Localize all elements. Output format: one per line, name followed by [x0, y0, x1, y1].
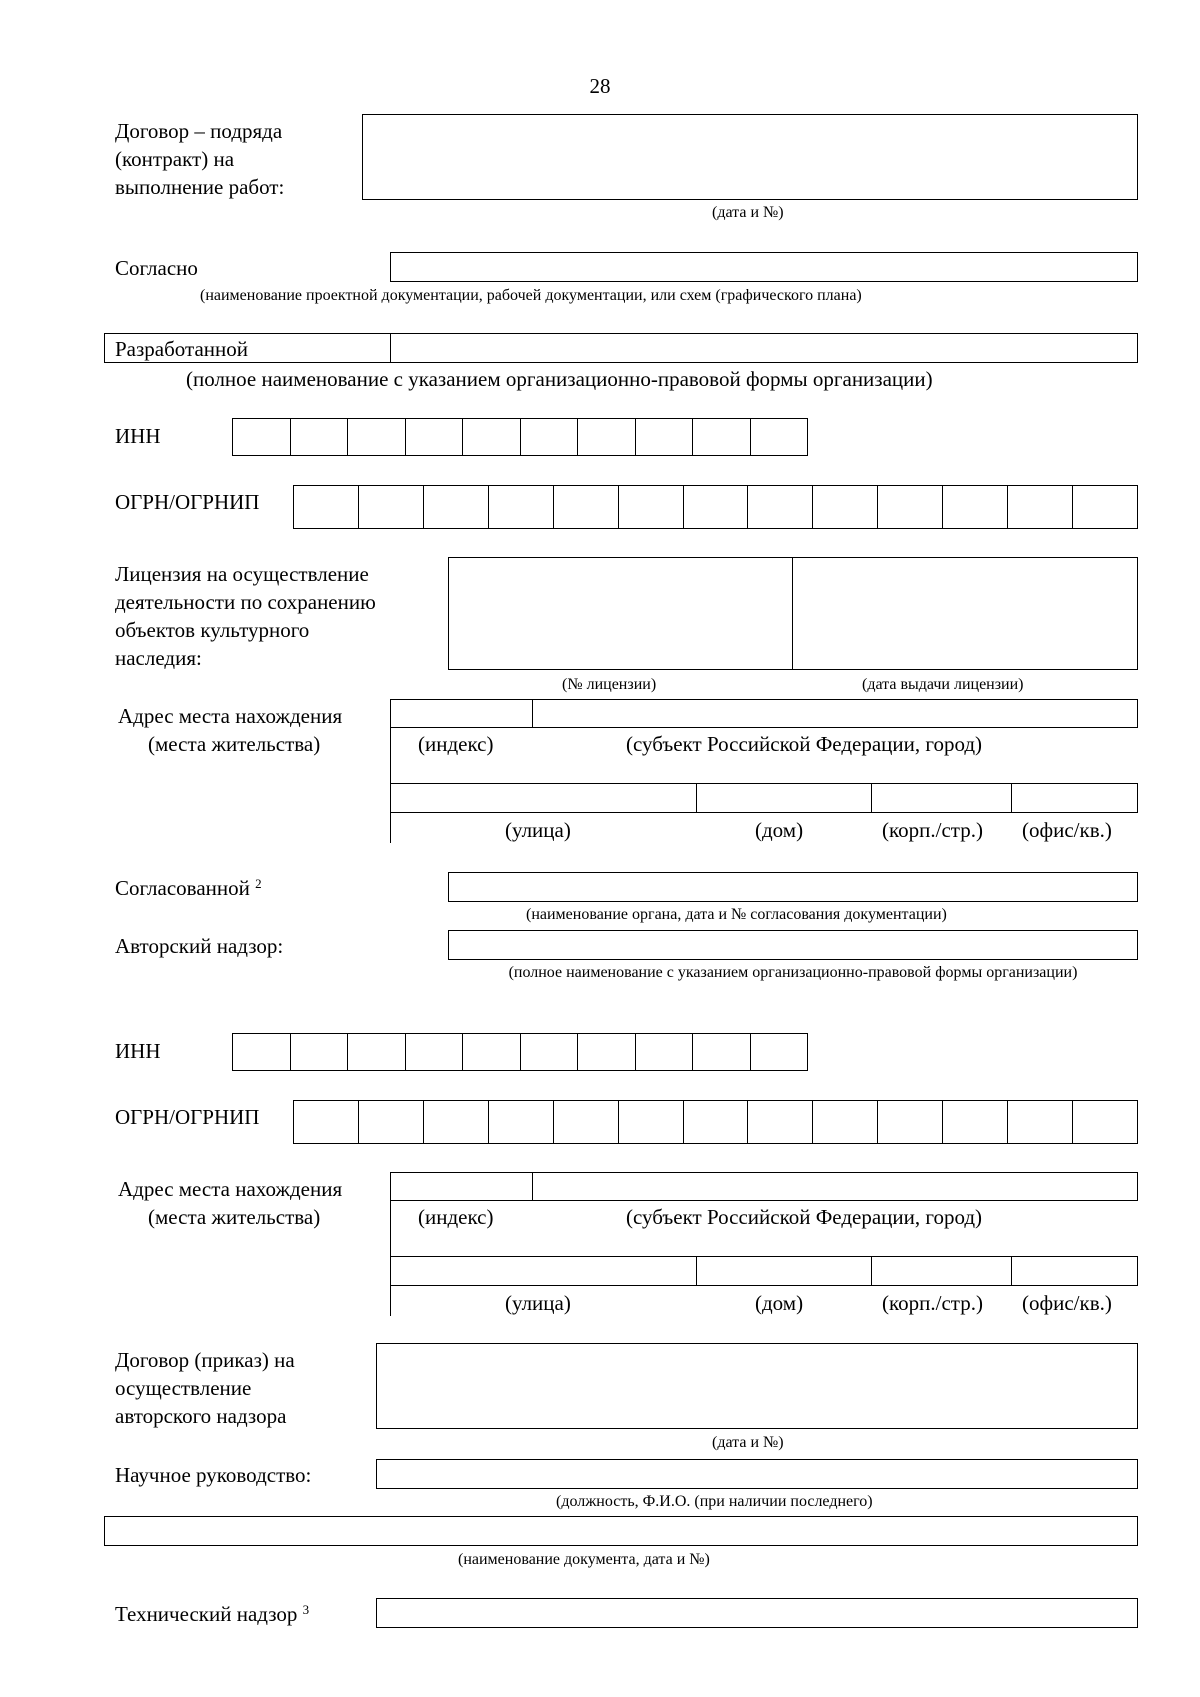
address-2-office-field[interactable] — [1011, 1256, 1138, 1286]
developed-caption: (полное наименование с указанием организационно-правовой формы организации) — [186, 367, 933, 391]
inn-cells[interactable] — [232, 418, 808, 456]
author-supervision-caption: (полное наименование с указанием организационно-правовой формы организации) — [508, 964, 1078, 981]
address-house-field[interactable] — [696, 783, 872, 813]
according-label: Согласно — [115, 256, 198, 280]
address-2-street-caption: (улица) — [505, 1291, 571, 1315]
author-contract-field[interactable] — [376, 1343, 1138, 1429]
ogrn-2-cells[interactable] — [293, 1100, 1138, 1144]
address-2-index-caption: (индекс) — [418, 1205, 494, 1229]
license-date-caption: (дата выдачи лицензии) — [862, 676, 1024, 693]
ogrn-label: ОГРН/ОГРНИП — [115, 490, 260, 514]
agreed-label: Согласованной $^2$ — [115, 876, 262, 900]
address-2-region-caption: (субъект Российской Федерации, город) — [626, 1205, 983, 1229]
address-2-office-caption: (офис/кв.) — [1022, 1291, 1112, 1315]
according-caption: (наименование проектной документации, рабочей документации, или схем (графического плана) — [200, 287, 862, 304]
address-office-caption: (офис/кв.) — [1022, 818, 1112, 842]
scientific-caption: (должность, Ф.И.О. (при наличии последнего) — [556, 1493, 873, 1510]
according-field[interactable] — [390, 252, 1138, 282]
inn-2-cells[interactable] — [232, 1033, 808, 1071]
contract-field[interactable] — [362, 114, 1138, 200]
license-number-field[interactable] — [448, 557, 793, 670]
address-region-caption: (субъект Российской Федерации, город) — [626, 732, 983, 756]
address-2-index-field[interactable] — [390, 1172, 533, 1201]
address-index-field[interactable] — [390, 699, 533, 728]
license-number-caption: (№ лицензии) — [562, 676, 657, 693]
agreed-field[interactable] — [448, 872, 1138, 902]
address-2-house-caption: (дом) — [755, 1291, 804, 1315]
address-2-street-field[interactable] — [390, 1256, 697, 1286]
address-office-field[interactable] — [1011, 783, 1138, 813]
inn-label: ИНН — [115, 424, 161, 448]
address-street-caption: (улица) — [505, 818, 571, 842]
address-region-field[interactable] — [532, 699, 1138, 728]
address-2-house-field[interactable] — [696, 1256, 872, 1286]
ogrn-cells[interactable] — [293, 485, 1138, 529]
address-house-caption: (дом) — [755, 818, 804, 842]
developed-label: Разработанной — [115, 337, 248, 361]
inn-2-label: ИНН — [115, 1039, 161, 1063]
author-supervision-field[interactable] — [448, 930, 1138, 960]
ogrn-2-label: ОГРН/ОГРНИП — [115, 1105, 260, 1129]
address-building-field[interactable] — [871, 783, 1012, 813]
address-index-caption: (индекс) — [418, 732, 494, 756]
technical-field[interactable] — [376, 1598, 1138, 1628]
footnote-3: 3 — [302, 1602, 310, 1617]
address-2-region-field[interactable] — [532, 1172, 1138, 1201]
technical-label: Технический надзор $^3$ — [115, 1602, 310, 1626]
address-2-building-field[interactable] — [871, 1256, 1012, 1286]
address-street-field[interactable] — [390, 783, 697, 813]
agreed-caption: (наименование органа, дата и № согласования документации) — [526, 906, 947, 923]
contract-caption: (дата и №) — [712, 204, 784, 221]
developed-field[interactable] — [390, 333, 1138, 363]
document-field[interactable] — [104, 1516, 1138, 1546]
document-caption: (наименование документа, дата и №) — [458, 1551, 710, 1568]
author-contract-caption: (дата и №) — [712, 1434, 784, 1451]
scientific-field[interactable] — [376, 1459, 1138, 1489]
page-number: 28 — [589, 74, 611, 98]
author-supervision-label: Авторский надзор: — [115, 934, 284, 958]
footnote-2: 2 — [255, 876, 262, 891]
address-2-building-caption: (корп./стр.) — [882, 1291, 983, 1315]
address-building-caption: (корп./стр.) — [882, 818, 983, 842]
license-date-field[interactable] — [792, 557, 1138, 670]
scientific-label: Научное руководство: — [115, 1463, 312, 1487]
